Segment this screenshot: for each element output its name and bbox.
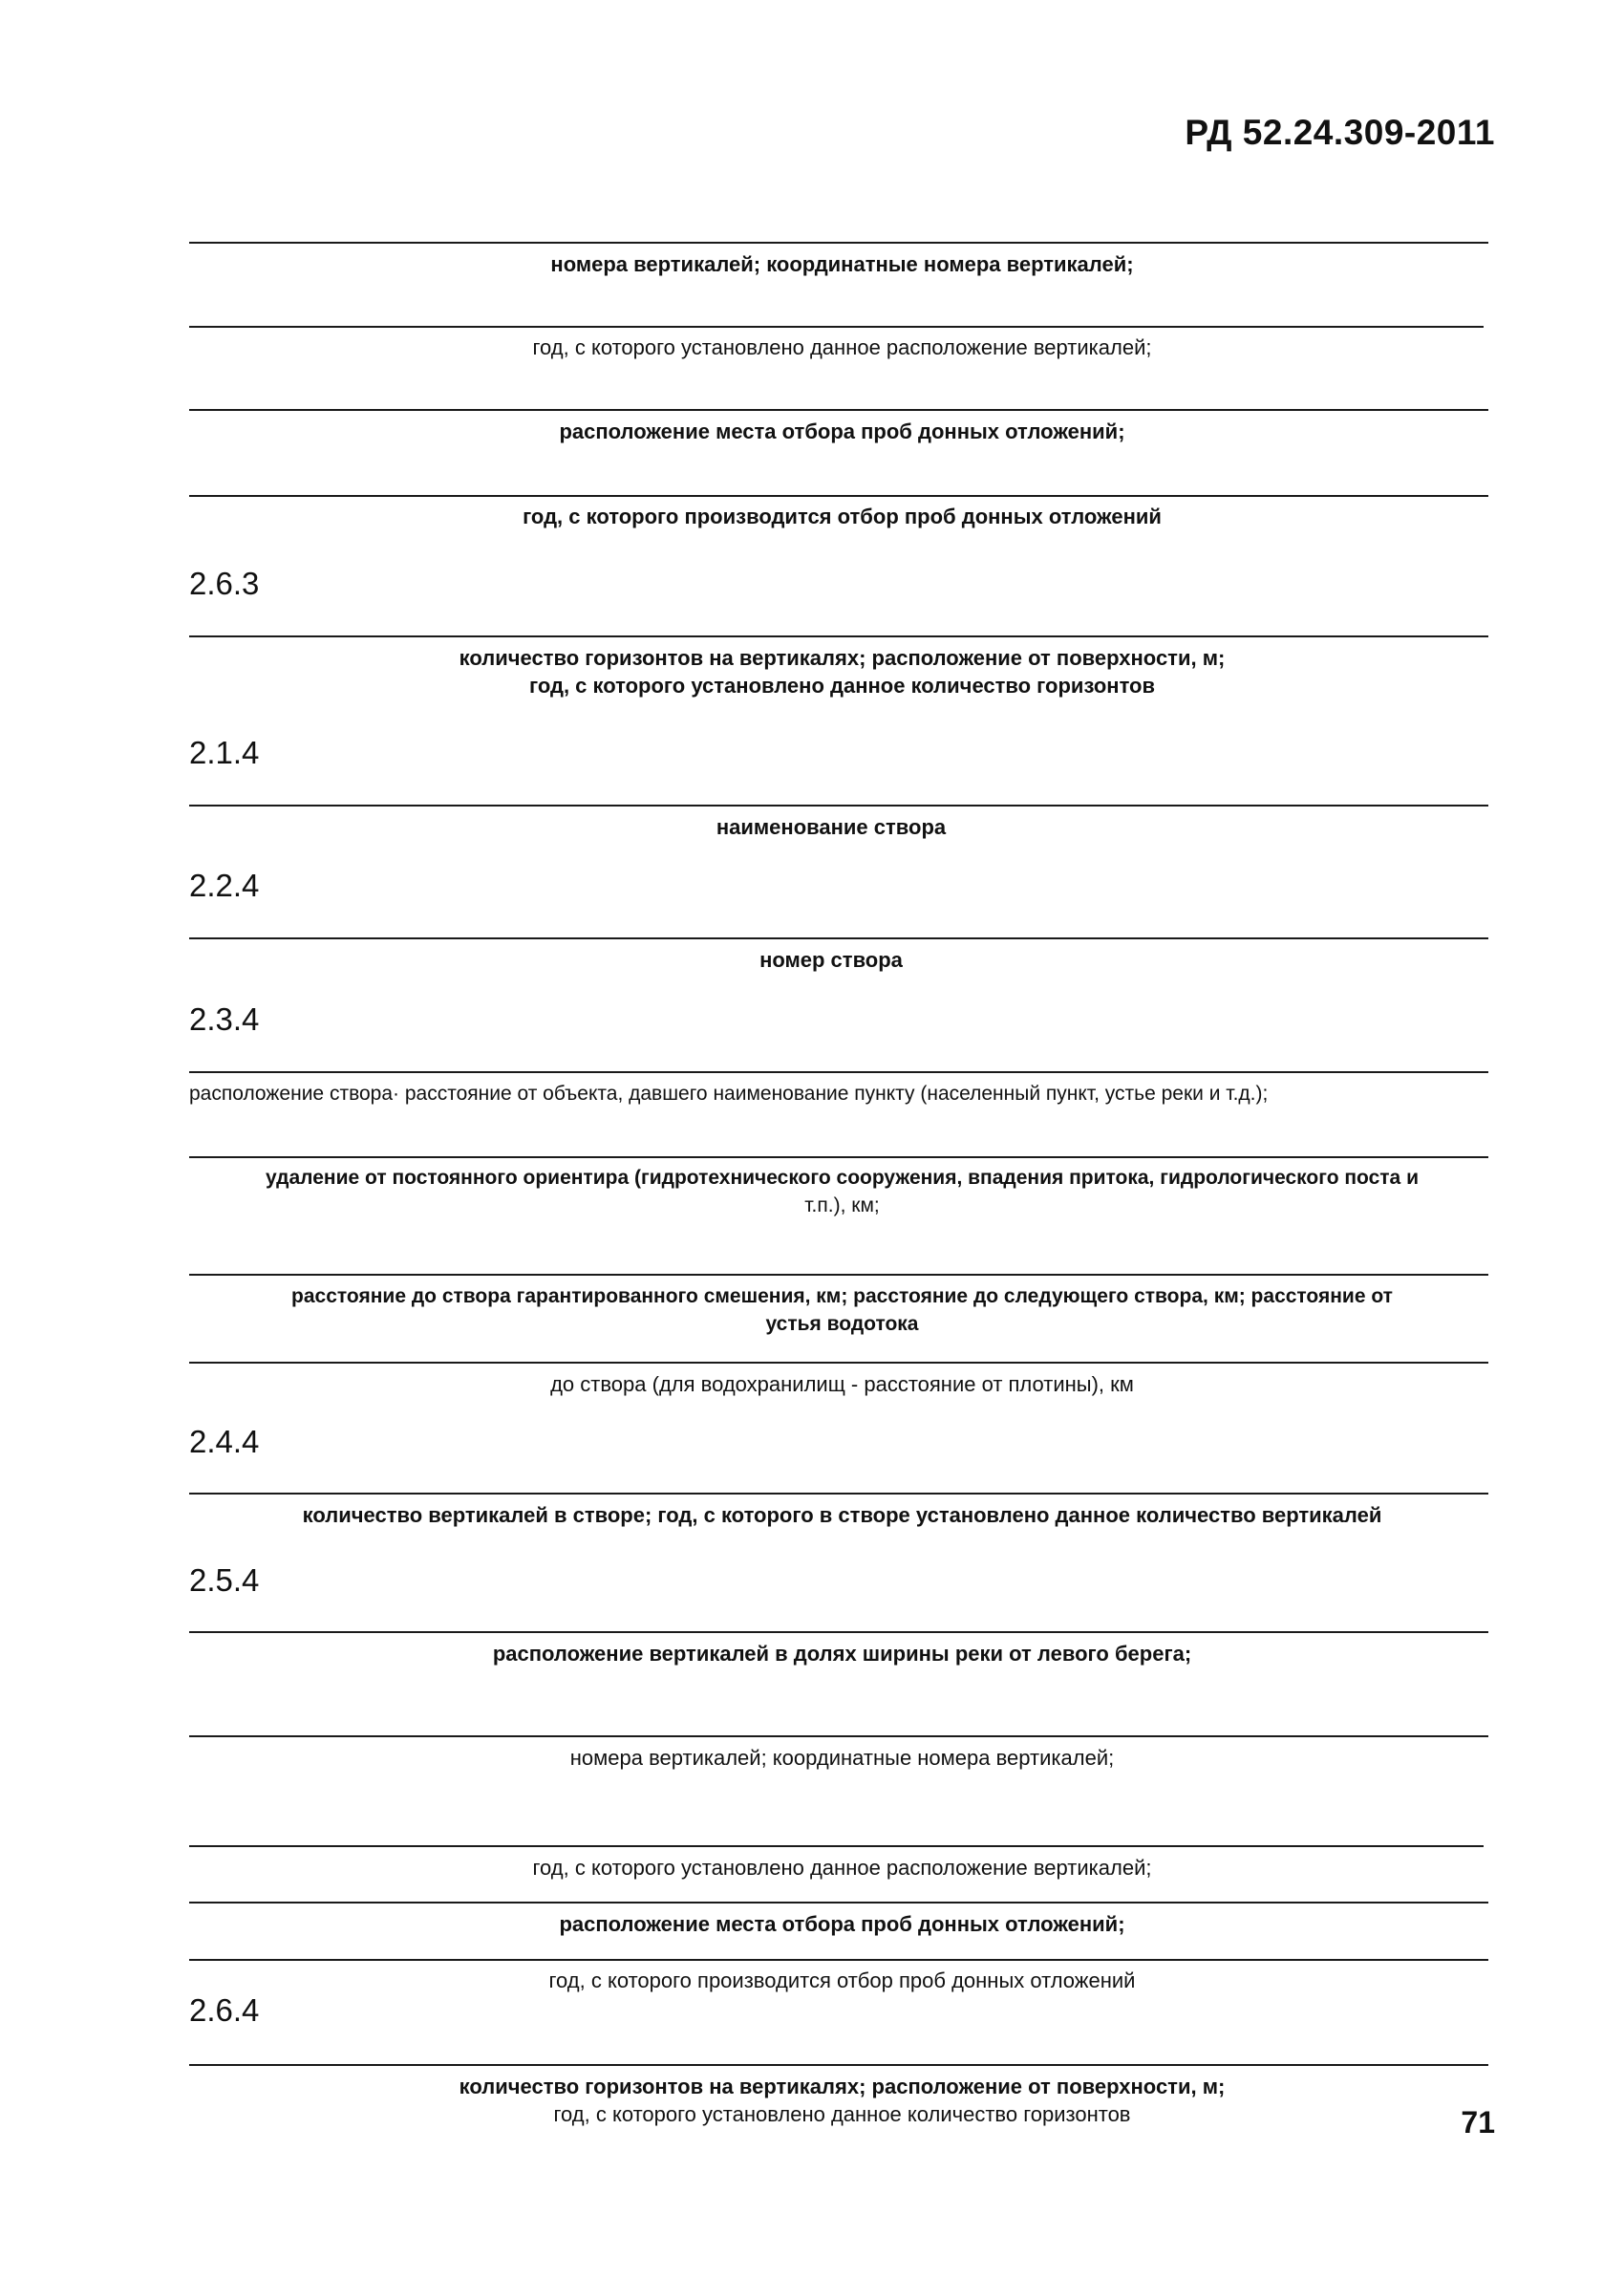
field-caption: расположение створа· расстояние от объекта, давшего наименование пункту (населенный пункт, устье реки и т.д.); <box>189 1083 1269 1105</box>
field-caption: год, с которого установлено данное расположение вертикалей; <box>532 1856 1152 1880</box>
field-caption: количество горизонтов на вертикалях; расположение от поверхности, м; <box>459 646 1226 670</box>
field-caption: год, с которого установлено данное количество горизонтов <box>528 674 1156 698</box>
section-number: 2.4.4 <box>189 1424 260 1459</box>
field-caption: удаление от постоянного ориентира (гидротехнического сооружения, впадения притока, гидрологического поста и <box>266 1167 1419 1189</box>
field-caption: количество вертикалей в створе; год, с которого в створе установлено данное количество вертикалей <box>302 1503 1382 1527</box>
field-caption: год, с которого установлено данное расположение вертикалей; <box>532 335 1152 359</box>
field-caption: расположение вертикалей в долях ширины реки от левого берега; <box>492 1642 1192 1666</box>
page-number: 71 <box>1461 2105 1495 2140</box>
field-caption: номер створа <box>759 948 903 972</box>
fill-in-line <box>189 2064 1488 2066</box>
fill-in-line <box>189 635 1488 637</box>
fill-in-line <box>189 937 1488 939</box>
fill-in-line <box>189 242 1488 244</box>
fill-in-line <box>189 1631 1488 1633</box>
field-caption: количество горизонтов на вертикалях; расположение от поверхности, м; <box>459 2075 1226 2098</box>
section-number: 2.6.4 <box>189 1992 260 2028</box>
field-caption: т.п.), км; <box>804 1194 880 1216</box>
field-caption: год, с которого установлено данное количество горизонтов <box>553 2102 1131 2126</box>
fill-in-line <box>189 1274 1488 1276</box>
section-number: 2.3.4 <box>189 1001 260 1037</box>
field-caption: расположение места отбора проб донных отложений; <box>559 1912 1125 1936</box>
section-number: 2.6.3 <box>189 566 260 601</box>
fill-in-line <box>189 409 1488 411</box>
document-code: РД 52.24.309-2011 <box>1185 113 1495 152</box>
field-caption: год, с которого производится отбор проб донных отложений <box>523 505 1162 528</box>
field-caption: устья водотока <box>765 1313 919 1335</box>
field-caption: год, с которого производится отбор проб донных отложений <box>548 1968 1136 1992</box>
fill-in-line <box>189 326 1484 328</box>
section-number: 2.2.4 <box>189 868 260 903</box>
fill-in-line <box>189 1071 1488 1073</box>
fill-in-line <box>189 1845 1484 1847</box>
fill-in-line <box>189 805 1488 807</box>
fill-in-line <box>189 1493 1488 1495</box>
field-caption: наименование створа <box>716 815 947 839</box>
fill-in-line <box>189 1735 1488 1737</box>
field-caption: расположение места отбора проб донных отложений; <box>559 419 1125 443</box>
field-caption: расстояние до створа гарантированного смешения, км; расстояние до следующего створа, км; расстояние от <box>291 1285 1393 1307</box>
fill-in-line <box>189 1156 1488 1158</box>
section-number: 2.5.4 <box>189 1562 260 1598</box>
field-caption: до створа (для водохранилищ - расстояние от плотины), км <box>550 1372 1134 1396</box>
field-caption: номера вертикалей; координатные номера вертикалей; <box>550 252 1134 276</box>
field-caption: номера вертикалей; координатные номера вертикалей; <box>569 1746 1115 1770</box>
fill-in-line <box>189 1362 1488 1364</box>
fill-in-line <box>189 1902 1488 1904</box>
section-number: 2.1.4 <box>189 735 260 770</box>
fill-in-line <box>189 1959 1488 1961</box>
fill-in-line <box>189 495 1488 497</box>
